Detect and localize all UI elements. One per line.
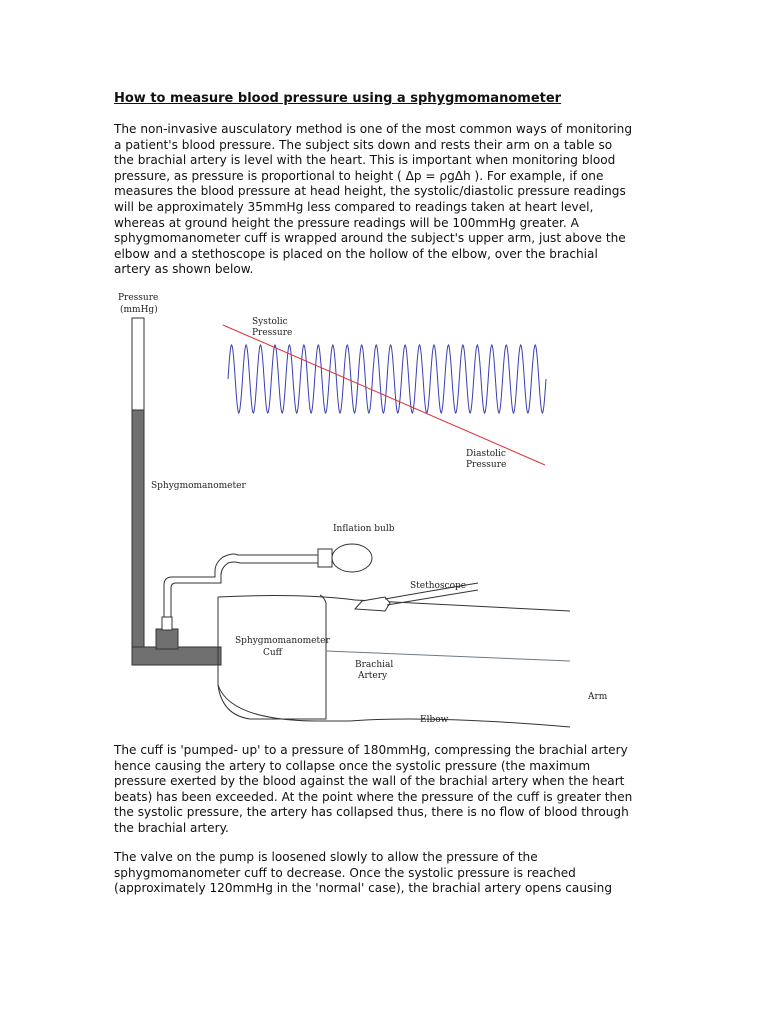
text-line: sphygmomanometer cuff to decrease. Once the systolic pressure is reached [114,865,576,880]
inflation-bulb-label: Inflation bulb [333,524,395,534]
cuff-label: Sphygmomanometer [235,636,330,646]
text-line: the brachial artery. [114,820,229,835]
artery-label-2: Artery [358,671,388,681]
mercury-fill [132,410,144,660]
text-line: the systolic pressure, the artery has collapsed thus, there is no flow of blood through [114,805,629,820]
text-line: pressure, as pressure is proportional to height ( Δp = ρgΔh ). For example, if one [114,168,604,183]
text-line: The valve on the pump is loosened slowly to allow the pressure of the [114,850,538,864]
sphygmomanometer-label: Sphygmomanometer [151,481,246,491]
stethoscope-label: Stethoscope [410,581,467,591]
text-line: measures the blood pressure at head height, the systolic/diastolic pressure readings [114,184,626,199]
systolic-label: Systolic [252,317,288,327]
intro-paragraph [114,122,659,278]
arm-label: Arm [588,692,608,702]
cuff-label-2: Cuff [263,648,283,658]
text-line: whereas at ground height the pressure readings will be 100mmHg greater. A [114,215,579,230]
text-line: The cuff is 'pumped- up' to a pressure of 180mmHg, compressing the brachial artery [114,743,628,757]
inflation-bulb-icon [332,544,372,572]
diastolic-label-2: Pressure [466,460,507,470]
cuff-inflation-paragraph [114,743,659,837]
stethoscope-icon [355,597,390,611]
tubing-inner [171,563,228,617]
connector-cap [162,617,172,630]
bulb-tube [228,554,318,563]
valve-paragraph [114,850,659,897]
text-line: elbow and a stethoscope is placed on the hollow of the elbow, over the brachial [114,246,598,261]
text-line: The non-invasive ausculatory method is one of the most common ways of monitoring [114,122,633,136]
text-line: pressure exerted by the blood against the wall of the brachial artery when the heart [114,774,625,789]
arm-outline [218,596,570,727]
text-line: (approximately 120mmHg in the 'normal' case), the brachial artery opens causing [114,881,612,896]
pulse-wave [228,345,546,413]
pressure-axis-label: Pressure [118,293,159,303]
pressure-unit-label: (mmHg) [120,305,158,315]
elbow-label: Elbow [420,715,449,725]
text-line: a patient's blood pressure. The subject sits down and rests their arm on a table so [114,137,613,152]
text-line: artery as shown below. [114,262,254,277]
text-line: will be approximately 35mmHg less compared to readings taken at heart level, [114,199,594,214]
systolic-label-2: Pressure [252,328,293,338]
text-line: sphygmomanometer cuff is wrapped around the subject's upper arm, just above the [114,231,626,246]
text-line: hence causing the artery to collapse once the systolic pressure (the maximum [114,758,591,773]
bulb-valve [318,549,332,567]
text-line: beats) has been exceeded. At the point where the pressure of the cuff is greater then [114,789,633,804]
diastolic-label: Diastolic [466,449,506,459]
blood-pressure-diagram [100,285,608,730]
text-line: the brachial artery is level with the heart. This is important when monitoring blood [114,153,616,168]
artery-label: Brachial [355,660,394,670]
page-title: How to measure blood pressure using a sphygmomanometer [114,91,562,106]
reservoir-connector [156,629,178,649]
mercury-reservoir [132,647,221,665]
